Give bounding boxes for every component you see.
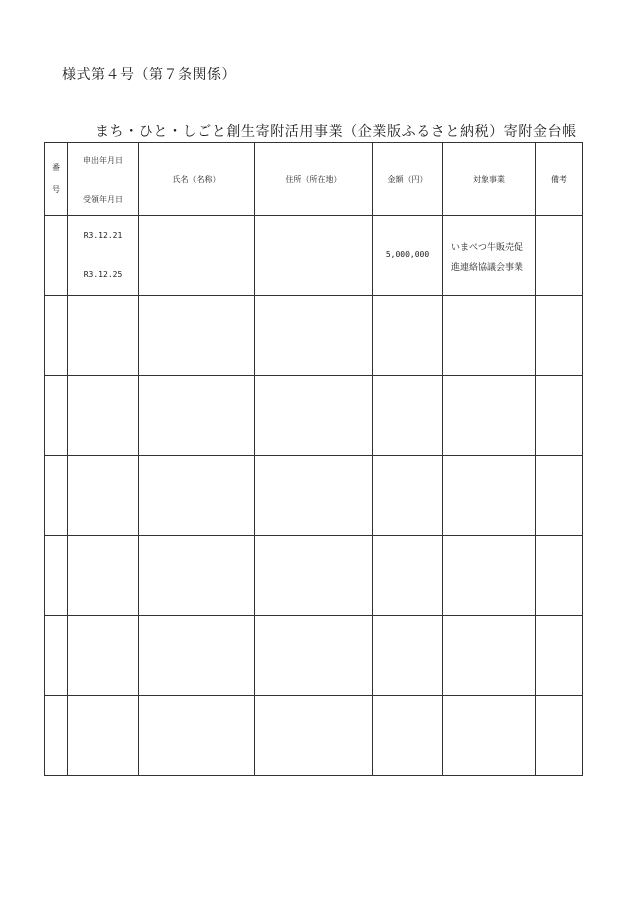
cell-project [443, 696, 536, 776]
header-amount: 金額（円） [373, 143, 443, 216]
cell-remarks [536, 376, 583, 456]
cell-remarks [536, 536, 583, 616]
cell-dates [68, 536, 139, 616]
cell-address [255, 616, 373, 696]
cell-remarks [536, 216, 583, 296]
cell-amount [373, 216, 443, 296]
project-text [451, 238, 531, 278]
donation-ledger-table [44, 142, 583, 776]
table-row [45, 456, 583, 536]
table-row [45, 216, 583, 296]
cell-amount [373, 296, 443, 376]
cell-address [255, 696, 373, 776]
cell-name [139, 616, 255, 696]
cell-project [443, 616, 536, 696]
table-header-row [45, 143, 583, 216]
cell-project [443, 456, 536, 536]
cell-dates [68, 616, 139, 696]
table-row [45, 696, 583, 776]
cell-name [139, 376, 255, 456]
header-date-received: 受領年月日 [83, 195, 123, 204]
cell-dates [68, 376, 139, 456]
cell-number [45, 296, 68, 376]
cell-dates [68, 296, 139, 376]
header-dates [68, 143, 139, 216]
cell-number [45, 456, 68, 536]
cell-project [443, 216, 536, 296]
cell-amount [373, 696, 443, 776]
cell-remarks [536, 616, 583, 696]
cell-name [139, 456, 255, 536]
project-line-1: いまべつ牛販売促 [451, 243, 524, 253]
cell-dates [68, 456, 139, 536]
document-title: まち・ひと・しごと創生寄附活用事業（企業版ふるさと納税）寄附金台帳 [95, 124, 577, 140]
header-number-char-1: 番 [52, 163, 60, 172]
cell-name [139, 536, 255, 616]
cell-project [443, 296, 536, 376]
cell-address [255, 376, 373, 456]
form-number: 様式第４号（第７条関係） [62, 67, 236, 83]
cell-dates [68, 216, 139, 296]
cell-name [139, 296, 255, 376]
header-name: 氏名（名称） [139, 143, 255, 216]
cell-project [443, 536, 536, 616]
cell-number [45, 616, 68, 696]
cell-amount [373, 536, 443, 616]
cell-address [255, 296, 373, 376]
cell-number [45, 536, 68, 616]
cell-number [45, 696, 68, 776]
cell-amount [373, 456, 443, 536]
header-remarks: 備考 [536, 143, 583, 216]
table-row [45, 376, 583, 456]
amount-value: 5,000,000 [385, 250, 430, 259]
cell-date-applied: R3.12.21 [83, 231, 123, 240]
cell-amount [373, 616, 443, 696]
cell-number [45, 376, 68, 456]
cell-remarks [536, 296, 583, 376]
table-row [45, 296, 583, 376]
table-row [45, 536, 583, 616]
header-number [45, 143, 68, 216]
header-project: 対象事業 [443, 143, 536, 216]
cell-address [255, 536, 373, 616]
header-date-applied: 申出年月日 [83, 156, 123, 165]
cell-address [255, 216, 373, 296]
cell-project [443, 376, 536, 456]
cell-number [45, 216, 68, 296]
cell-remarks [536, 456, 583, 536]
header-number-char-2: 号 [52, 185, 60, 194]
cell-dates [68, 696, 139, 776]
cell-remarks [536, 696, 583, 776]
cell-date-received: R3.12.25 [83, 270, 123, 279]
table-row [45, 616, 583, 696]
cell-name [139, 696, 255, 776]
header-address: 住所（所在地） [255, 143, 373, 216]
cell-name [139, 216, 255, 296]
project-line-2: 進連絡協議会事業 [451, 263, 524, 273]
cell-amount [373, 376, 443, 456]
cell-address [255, 456, 373, 536]
